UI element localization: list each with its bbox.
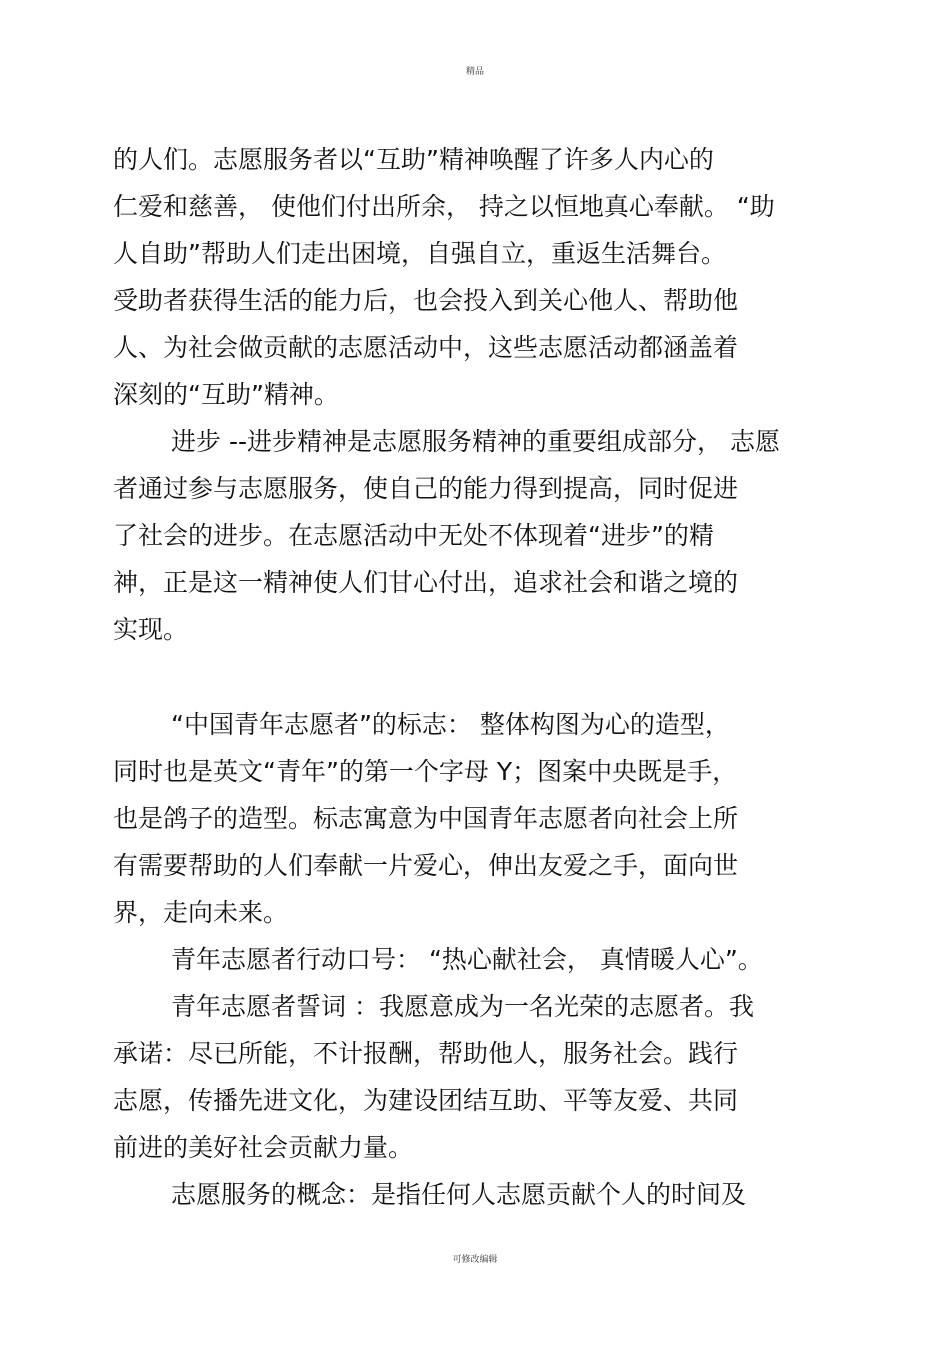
- paragraph: [113, 1180, 843, 1210]
- text-line: 进步 --进步精神是志愿服务精神的重要组成部分， 志愿: [171, 427, 780, 456]
- page-footer: 可修改编辑: [452, 1255, 498, 1265]
- paragraph: [113, 710, 843, 928]
- text-line: 前进的美好社会贡献力量。: [113, 1133, 414, 1162]
- text-line: 同时也是英文“青年”的第一个字母 Y；图案中央既是手，: [113, 757, 738, 786]
- text-line: 了社会的进步。在志愿活动中无处不体现着“进步”的精: [113, 521, 714, 550]
- paragraph-gap: [113, 662, 843, 710]
- text-line: 青年志愿者誓词 ：我愿意成为一名光荣的志愿者。我: [171, 992, 754, 1021]
- text-line: 也是鸽子的造型。标志寓意为中国青年志愿者向社会上所: [113, 804, 739, 833]
- text-line: 界，走向未来。: [113, 898, 289, 927]
- text-line: 志愿，传播先进文化，为建设团结互助、平等友爱、共同: [113, 1086, 739, 1115]
- paragraph: [113, 945, 843, 975]
- text-line: 深刻的“互助”精神。: [113, 380, 339, 409]
- text-line: 有需要帮助的人们奉献一片爱心，伸出友爱之手，面向世: [113, 851, 739, 880]
- text-line: 实现。: [113, 615, 189, 644]
- page-header: 精品: [465, 67, 484, 77]
- text-line: 人自助”帮助人们走出困境，自强自立，重返生活舞台。: [113, 239, 726, 268]
- document-body: [113, 145, 843, 1227]
- text-line: 者通过参与志愿服务，使自己的能力得到提高，同时促进: [113, 474, 739, 503]
- text-line: “中国青年志愿者”的标志： 整体构图为心的造型，: [171, 710, 730, 739]
- text-line: 神，正是这一精神使人们甘心付出，追求社会和谐之境的: [113, 568, 739, 597]
- paragraph: [113, 427, 843, 645]
- text-line: 青年志愿者行动口号： “热心献社会， 真情暖人心”。: [171, 945, 763, 974]
- text-line: 仁爱和慈善， 使他们付出所余， 持之以恒地真心奉献。 “助: [113, 192, 775, 221]
- text-line: 志愿服务的概念：是指任何人志愿贡献个人的时间及: [171, 1180, 747, 1209]
- paragraph: [113, 992, 843, 1163]
- text-line: 受助者获得生活的能力后，也会投入到关心他人、帮助他: [113, 286, 739, 315]
- text-line: 承诺：尽已所能，不计报酬，帮助他人，服务社会。践行: [113, 1039, 739, 1068]
- text-line: 人、为社会做贡献的志愿活动中，这些志愿活动都涵盖着: [113, 333, 739, 362]
- text-line: 的人们。志愿服务者以“互助”精神唤醒了许多人内心的: [113, 145, 714, 174]
- paragraph: [113, 145, 843, 410]
